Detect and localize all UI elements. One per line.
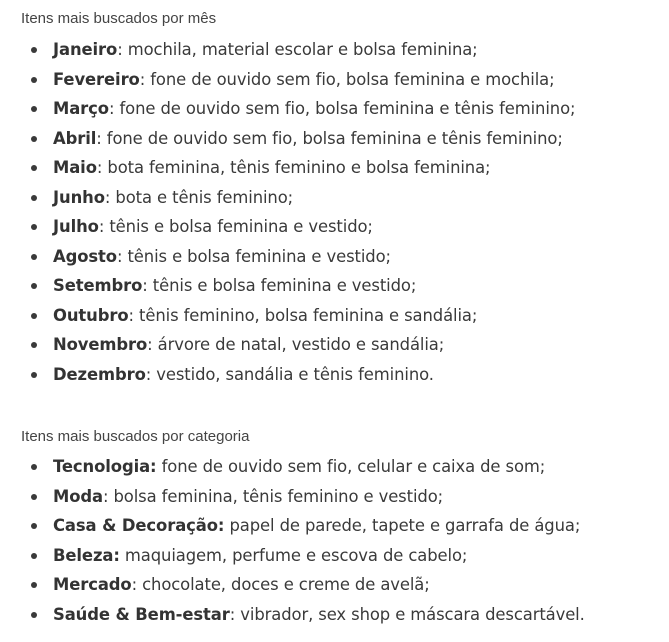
list-item [21,65,661,95]
item-term: Agosto [53,246,117,266]
category-list [21,452,661,629]
item-text: papel de parede, tapete e garrafa de água; [224,516,581,535]
item-term: Mercado [53,575,132,594]
item-text: : bota feminina, tênis feminino e bolsa feminina; [96,158,491,177]
list-item [21,35,661,65]
item-term: Tecnologia: [53,457,157,476]
list-item [21,330,661,360]
item-text: : fone de ouvido sem fio, bolsa feminina e tênis feminino; [108,99,576,118]
bullet-icon [31,165,37,171]
item-term: Beleza: [53,545,120,565]
item-term: Fevereiro [53,69,140,89]
bullet-icon [31,342,37,348]
item-term: Saúde & Bem-estar [53,604,230,624]
item-term: Dezembro [53,364,146,384]
bullet-icon [31,494,37,500]
item-text: : bolsa feminina, tênis feminino e vestido; [102,486,444,506]
month-list [21,35,661,389]
list-item [21,94,661,124]
list-item [21,212,661,242]
bullet-icon [31,77,37,83]
bullet-icon [31,254,37,260]
bullet-icon [31,372,37,378]
bullet-icon [31,464,37,470]
bullet-icon [31,313,37,319]
item-text: : bota e tênis feminino; [104,187,294,207]
item-text: : fone de ouvido sem fio, bolsa feminina e tênis feminino; [96,128,563,148]
item-text: : tênis feminino, bolsa feminina e sandália; [128,305,478,325]
list-item [21,452,661,482]
item-term: Abril [53,128,97,148]
list-item [21,360,661,390]
section-by-month [21,10,661,389]
item-text: : vestido, sandália e tênis feminino. [145,364,434,384]
section-by-category [21,428,661,629]
item-term: Janeiro [53,40,118,59]
bullet-icon [31,106,37,112]
item-text: : tênis e bolsa feminina e vestido; [116,246,391,266]
bullet-icon [31,523,37,529]
bullet-icon [31,136,37,142]
item-term: Março [53,99,109,118]
item-text: maquiagem, perfume e escova de cabelo; [119,545,468,565]
item-text: : mochila, material escolar e bolsa feminina; [117,40,478,59]
list-item [21,153,661,183]
item-term: Casa & Decoração: [53,516,225,535]
item-term: Junho [53,187,105,207]
list-item [21,482,661,512]
bullet-icon [31,582,37,588]
list-item [21,124,661,154]
item-text: : chocolate, doces e creme de avelã; [131,575,430,594]
item-text: : árvore de natal, vestido e sandália; [147,335,445,354]
bullet-icon [31,224,37,230]
item-term: Novembro [53,335,148,354]
list-item [21,301,661,331]
bullet-icon [31,612,37,618]
item-text: fone de ouvido sem fio, celular e caixa de som; [156,457,546,476]
bullet-icon [31,47,37,53]
bullet-icon [31,283,37,289]
list-item [21,511,661,541]
item-term: Moda [53,486,103,506]
item-term: Maio [53,158,97,177]
item-text: : vibrador, sex shop e máscara descartável. [229,604,585,624]
bullet-icon [31,195,37,201]
item-term: Julho [53,217,99,236]
list-item [21,570,661,600]
bullet-icon [31,553,37,559]
item-text: : tênis e bolsa feminina e vestido; [98,217,373,236]
list-item [21,600,661,630]
item-term: Setembro [53,276,143,295]
list-item [21,541,661,571]
item-term: Outubro [53,305,129,325]
section-title-by-category: Itens mais buscados por categoria [21,428,250,445]
item-text: : fone de ouvido sem fio, bolsa feminina e mochila; [139,69,555,89]
list-item [21,242,661,272]
list-item [21,183,661,213]
list-item [21,271,661,301]
item-text: : tênis e bolsa feminina e vestido; [142,276,417,295]
section-title-by-month: Itens mais buscados por mês [21,10,217,27]
